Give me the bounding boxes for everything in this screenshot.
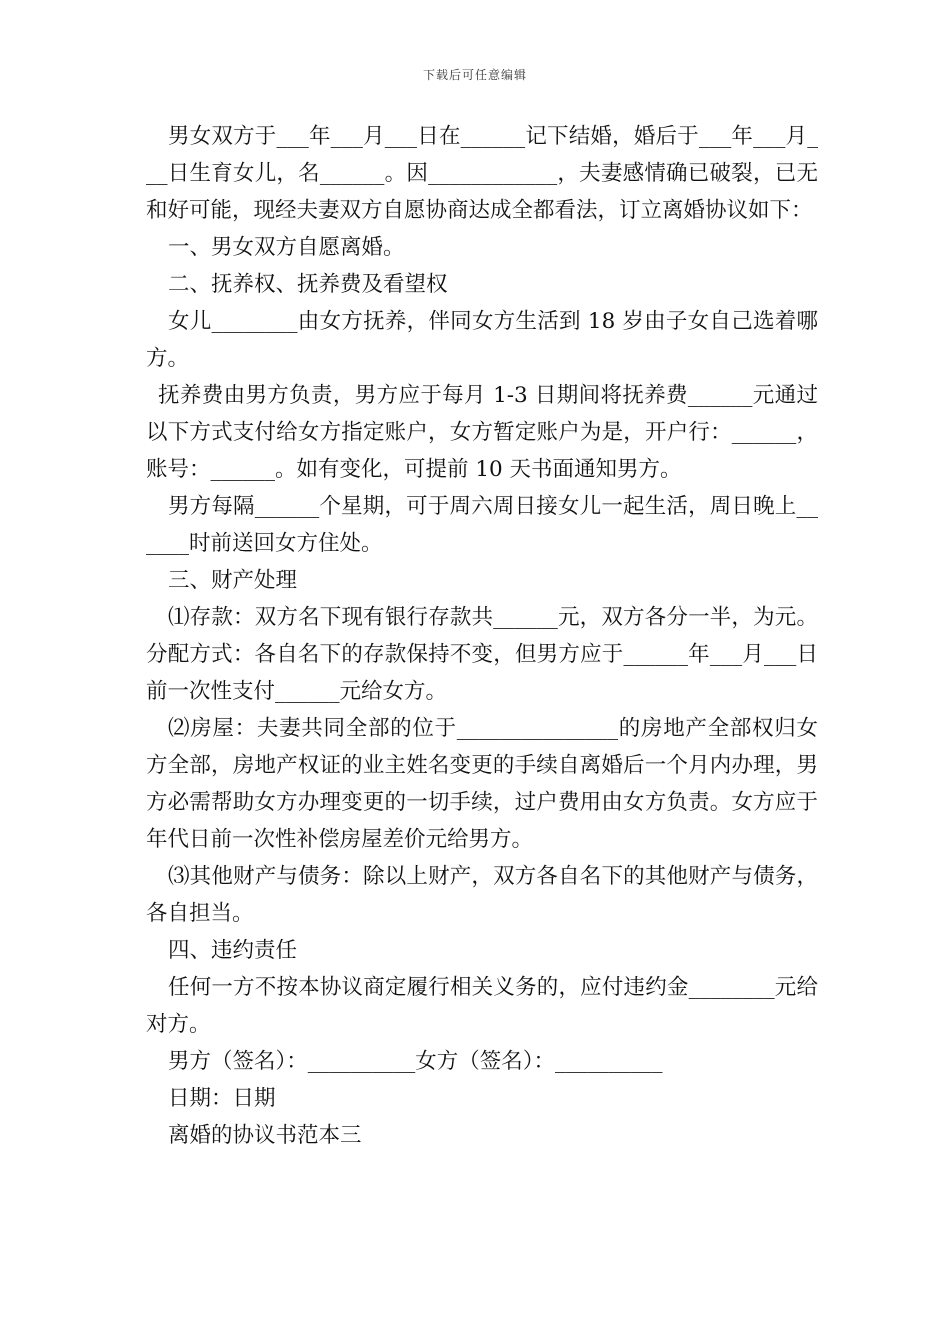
paragraph-house: ⑵房屋：夫妻共同全部的位于_______________的房地产全部权归女方全部，房地产权证的业主姓名变更的手续自离婚后一个月内办理，男方必需帮助女方办理变更的一切手续，过户费用由女方负责。女方应于年代日前一次性补偿房屋差价元给男方。 xyxy=(146,716,818,852)
date-line: 日期：日期 xyxy=(168,1086,276,1111)
document-body xyxy=(146,118,818,1154)
signature-line: 男方（签名）：__________女方（签名）：__________ xyxy=(168,1049,663,1074)
paragraph-breach: 任何一方不按本协议商定履行相关义务的，应付违约金________元给对方。 xyxy=(146,975,818,1037)
section-heading-3: 三、财产处理 xyxy=(168,568,298,593)
next-template-title: 离婚的协议书范本三 xyxy=(168,1123,362,1148)
paragraph-visitation: 男方每隔______个星期，可于周六周日接女儿一起生活，周日晚上______时前送回女方住处。 xyxy=(146,494,818,556)
paragraph-intro: 男女双方于___年___月___日在______记下结婚，婚后于___年___月___日生育女儿，名______。因____________，夫妻感情确已破裂，已无和好可能，现经夫妻双方自愿协商达成全都看法，订立离婚协议如下： xyxy=(146,124,818,223)
paragraph-custody: 女儿________由女方抚养，伴同女方生活到 18 岁由子女自己选着哪方。 xyxy=(146,309,818,371)
section-heading-1: 一、男女双方自愿离婚。 xyxy=(168,235,405,260)
paragraph-other-assets: ⑶其他财产与债务：除以上财产，双方各自名下的其他财产与债务，各自担当。 xyxy=(146,864,818,926)
section-heading-2: 二、抚养权、抚养费及看望权 xyxy=(168,272,448,297)
paragraph-support-fee: 抚养费由男方负责，男方应于每月 1-3 日期间将抚养费______元通过以下方式支付给女方指定账户，女方暂定账户为是，开户行：______，账号：______。如有变化，可提前 10 天书面通知男方。 xyxy=(146,383,818,482)
paragraph-deposits: ⑴存款：双方名下现有银行存款共______元，双方各分一半，为元。分配方式：各自名下的存款保持不变，但男方应于______年___月___日前一次性支付______元给女方。 xyxy=(146,605,818,704)
section-heading-4: 四、违约责任 xyxy=(168,938,298,963)
page-header: 下载后可任意编辑 xyxy=(422,68,527,82)
